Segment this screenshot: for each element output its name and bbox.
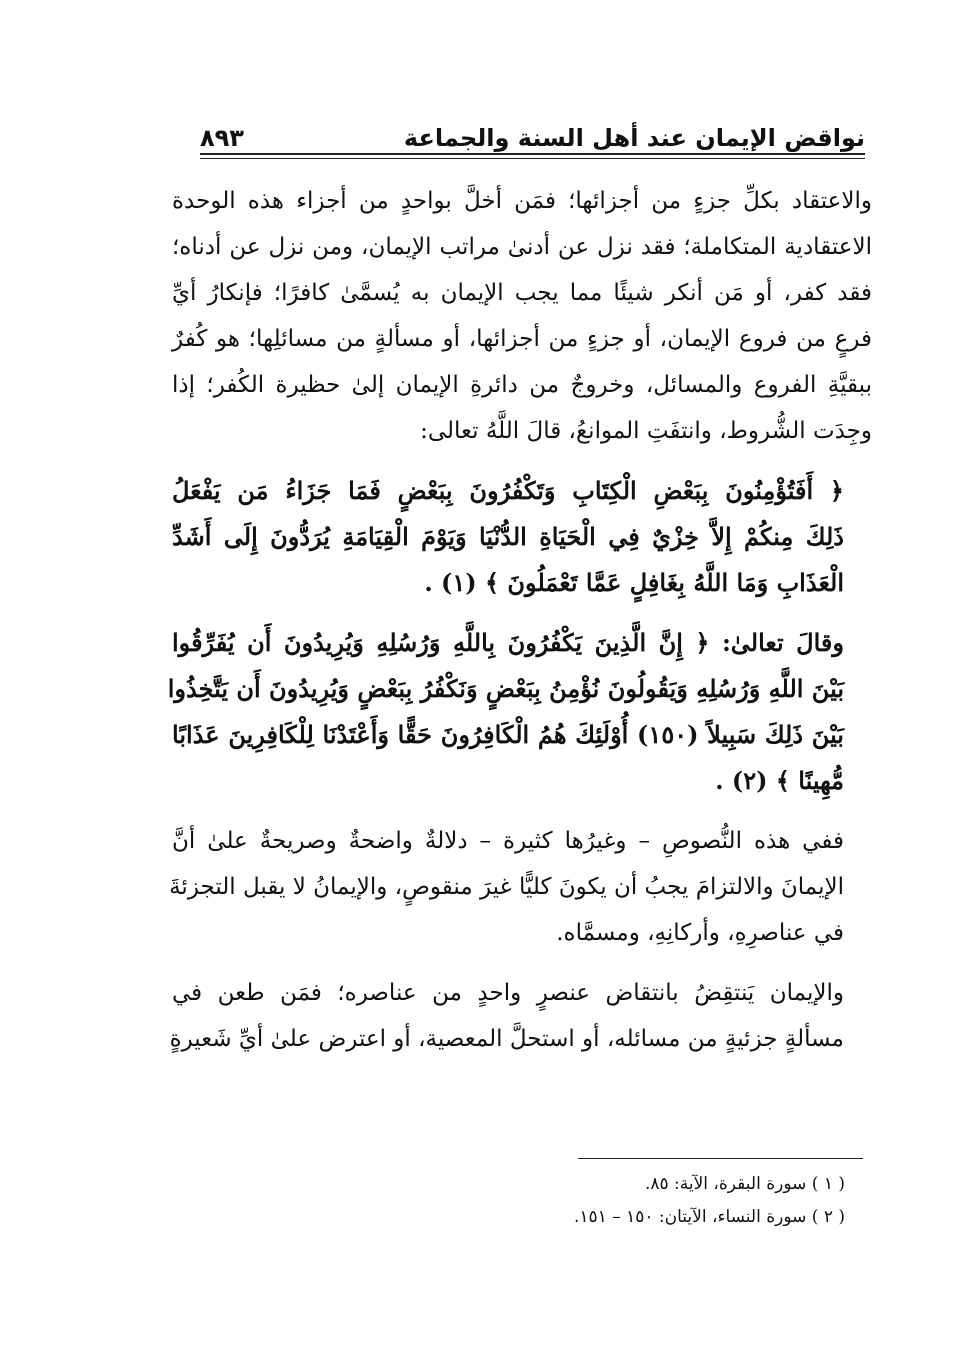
paragraph-3: [169, 970, 872, 1062]
text-line: في عناصرِهِ، وأركانِهِ، ومسمَّاه.: [556, 920, 844, 946]
footnotes: [300, 1168, 845, 1234]
text-line: ببقيَّةِ الفروع والمسائل، وخروجٌ من دائرةِ الإيمان إلىٰ حظيرة الكُفر؛ إذا: [172, 372, 872, 398]
quran-verse-nisa: [167, 620, 872, 804]
verse-line: بَيْنَ اللَّهِ وَرُسُلِهِ وَيَقُولُونَ نُؤْمِنُ بِبَعْضٍ وَنَكْفُرُ بِبَعْضٍ وَيُرِيدُونَ أَن يَتَّخِذُوا: [167, 674, 844, 703]
footnote-2: ( ٢ ) سورة النساء، الآيتان: ١٥٠ – ١٥١.: [573, 1207, 845, 1227]
text-line: ففي هذه النُّصوصِ – وغيرُها كثيرة – دلالةٌ واضحةٌ وصريحةٌ علىٰ أنَّ: [172, 828, 844, 854]
running-title: نواقض الإيمان عند أهل السنة والجماعة: [403, 124, 865, 152]
verse-line: ذَلِكَ مِنكُمْ إِلاَّ خِزْيٌ فِي الْحَيَاةِ الدُّنْيَا وَيَوْمَ الْقِيَامَةِ يُرَدُّونَ إِلَى أَشَدِّ: [172, 522, 844, 551]
text-line: الإيمانَ والالتزامَ يجبُ أن يكونَ كليًّا غيرَ منقوصٍ، والإيمانُ لا يقبل التجزئةَ: [169, 874, 844, 900]
header-rule: [200, 153, 865, 155]
header-rule-thin: [200, 158, 865, 159]
text-line: الاعتقادية المتكاملة؛ فقد نزل عن أدنىٰ مراتب الإيمان، ومن نزل عن أدناه؛: [172, 234, 872, 260]
running-header: [200, 108, 865, 152]
quran-verse-baqarah: [172, 468, 872, 606]
paragraph-2: [169, 818, 872, 956]
footnote-rule: [578, 1158, 863, 1159]
verse-line: مُّهِينًا ﴾ (٢) .: [715, 766, 844, 795]
verse-line: ﴿ أَفَتُؤْمِنُونَ بِبَعْضِ الْكِتَابِ وَتَكْفُرُونَ بِبَعْضٍ فَمَا جَزَاءُ مَن يَفْعَلُ: [172, 476, 844, 505]
text-line: فقد كفر، أو مَن أنكر شيئًا مما يجب الإيمان به يُسمَّىٰ كافرًا؛ فإنكارُ أيِّ: [172, 280, 872, 306]
verse-line: الْعَذَابِ وَمَا اللَّهُ بِغَافِلٍ عَمَّا تَعْمَلُونَ ﴾ (١) .: [424, 568, 844, 597]
body-text: [167, 178, 872, 1062]
spacer: [172, 956, 872, 970]
text-line: فرعٍ من فروع الإيمان، أو جزءٍ من أجزائها، أو مسألةٍ من مسائلِها؛ هو كُفرٌ: [172, 326, 872, 352]
text-line: وجِدَت الشُّروط، وانتفَتِ الموانعُ، قالَ اللَّهُ تعالى:: [420, 418, 872, 444]
paragraph-1: [172, 178, 872, 454]
footnote-1: ( ١ ) سورة البقرة، الآية: ٨٥.: [644, 1174, 845, 1194]
spacer: [172, 606, 872, 620]
spacer: [172, 804, 872, 818]
text-line: والإيمان يَنتقِضُ بانتقاض عنصرٍ واحدٍ من عناصره؛ فمَن طعن في: [172, 980, 844, 1006]
page-number: ٨٩٣: [200, 124, 244, 152]
spacer: [172, 454, 872, 468]
verse-line: وقالَ تعالىٰ: ﴿ إِنَّ الَّذِينَ يَكْفُرُونَ بِاللَّهِ وَرُسُلِهِ وَيُرِيدُونَ أَن يُفَرِّقُوا: [172, 628, 844, 657]
text-line: والاعتقاد بكلِّ جزءٍ من أجزائها؛ فمَن أخلَّ بواحدٍ من أجزاء هذه الوحدة: [172, 188, 872, 214]
verse-line: بَيْنَ ذَلِكَ سَبِيلاً (١٥٠) أُوْلَئِكَ هُمُ الْكَافِرُونَ حَقًّا وَأَعْتَدْنَا لِلْكَافِرِينَ عَذَابًا: [172, 720, 844, 749]
text-line: مسألةٍ جزئيةٍ من مسائله، أو استحلَّ المعصية، أو اعترض علىٰ أيِّ شَعيرةٍ: [169, 1026, 844, 1052]
